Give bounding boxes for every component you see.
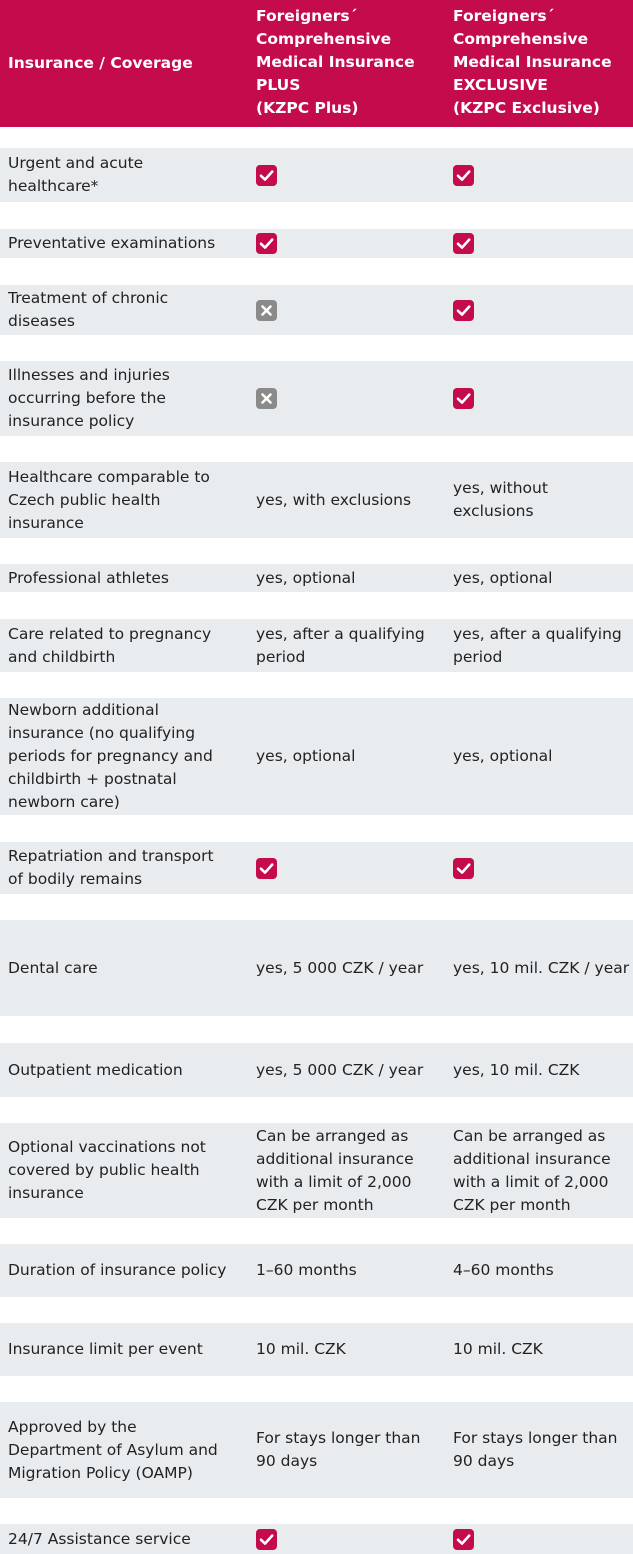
cell-text: yes, 5 000 CZK / year <box>256 1060 424 1079</box>
cell-text: yes, optional <box>256 568 356 587</box>
row-label: Repatriation and transport of bodily remains <box>8 847 214 888</box>
table-row <box>0 285 633 335</box>
plus-cell <box>256 229 436 258</box>
cell-text: yes, optional <box>453 747 553 765</box>
table-row <box>0 1043 633 1097</box>
exclusive-cell <box>453 462 631 538</box>
table-header <box>0 0 633 127</box>
cell-text: yes, 10 mil. CZK <box>453 1060 580 1079</box>
row-label: Healthcare comparable to Czech public health insurance <box>8 467 210 532</box>
plus-cell <box>256 1402 436 1498</box>
plus-cell <box>256 1524 436 1554</box>
cell-text: yes, 5 000 CZK / year <box>256 958 424 977</box>
cell-text: 10 mil. CZK <box>256 1340 346 1358</box>
cell-text: yes, with exclusions <box>256 490 412 509</box>
table-row <box>0 1402 633 1498</box>
cell-text: yes, after a qualifying period <box>256 624 425 666</box>
row-label: Insurance limit per event <box>8 1340 203 1358</box>
plus-cell <box>256 462 436 538</box>
plus-cell <box>256 1323 436 1376</box>
check-icon <box>453 300 474 321</box>
exclusive-cell <box>453 1402 631 1498</box>
table-row <box>0 229 633 258</box>
table-row <box>0 148 633 202</box>
plus-cell <box>256 1123 436 1218</box>
row-label: Duration of insurance policy <box>8 1261 227 1279</box>
check-icon <box>453 233 474 254</box>
check-icon <box>256 165 277 186</box>
table-row <box>0 1123 633 1218</box>
plus-cell <box>256 619 436 672</box>
table-row <box>0 920 633 1016</box>
row-label: Urgent and acute healthcare* <box>8 154 144 195</box>
row-label: Care related to pregnancy and childbirth <box>8 624 212 666</box>
plus-cell <box>256 285 436 335</box>
row-label: Approved by the Department of Asylum and Migration Policy (OAMP) <box>8 1417 218 1482</box>
plus-cell <box>256 148 436 202</box>
exclusive-cell <box>453 229 631 258</box>
table-row <box>0 361 633 436</box>
plus-cell <box>256 698 436 815</box>
plus-cell <box>256 361 436 436</box>
exclusive-cell <box>453 361 631 436</box>
cell-text: yes, without exclusions <box>453 479 548 520</box>
row-label: Newborn additional insurance (no qualifying periods for pregnancy and childbirth + postnatal newborn care) <box>8 701 213 811</box>
row-label: Illnesses and injuries occurring before the insurance policy <box>8 366 170 430</box>
check-icon <box>256 233 277 254</box>
cell-text: For stays longer than 90 days <box>453 1429 618 1470</box>
cross-icon <box>256 300 277 321</box>
header-kzpc-exclusive: Foreigners´ Comprehensive Medical Insurance EXCLUSIVE (KZPC Exclusive) <box>453 7 612 117</box>
row-label: Optional vaccinations not covered by public health insurance <box>8 1138 206 1202</box>
table-row <box>0 1244 633 1297</box>
row-label: Professional athletes <box>8 568 170 587</box>
exclusive-cell <box>453 698 631 815</box>
plus-cell <box>256 1244 436 1297</box>
exclusive-cell <box>453 842 631 894</box>
exclusive-cell <box>453 1043 631 1097</box>
row-label: Outpatient medication <box>8 1060 183 1079</box>
cell-text: For stays longer than 90 days <box>256 1429 421 1470</box>
cell-text: yes, 10 mil. CZK / year <box>453 958 630 977</box>
table-row <box>0 842 633 894</box>
check-icon <box>453 858 474 879</box>
header-kzpc-plus: Foreigners´ Comprehensive Medical Insurance PLUS (KZPC Plus) <box>256 7 415 117</box>
cross-icon <box>256 388 277 409</box>
table-row <box>0 698 633 815</box>
exclusive-cell <box>453 619 631 672</box>
exclusive-cell <box>453 148 631 202</box>
cell-text: Can be arranged as additional insurance with a limit of 2,000 CZK per month <box>453 1126 611 1214</box>
exclusive-cell <box>453 1323 631 1376</box>
cell-text: 10 mil. CZK <box>453 1340 543 1358</box>
exclusive-cell <box>453 564 631 592</box>
cell-text: yes, optional <box>256 747 356 765</box>
check-icon <box>256 1529 277 1550</box>
plus-cell <box>256 1043 436 1097</box>
exclusive-cell <box>453 1123 631 1218</box>
row-label: Preventative examinations <box>8 234 216 252</box>
header-coverage: Insurance / Coverage <box>8 54 193 72</box>
check-icon <box>453 388 474 409</box>
table-row <box>0 1323 633 1376</box>
table-row <box>0 619 633 672</box>
cell-text: Can be arranged as additional insurance with a limit of 2,000 CZK per month <box>256 1126 414 1214</box>
cell-text: yes, optional <box>453 568 553 587</box>
row-label: 24/7 Assistance service <box>8 1529 191 1548</box>
table-row <box>0 462 633 538</box>
check-icon <box>453 1529 474 1550</box>
table-row <box>0 1524 633 1554</box>
exclusive-cell <box>453 285 631 335</box>
row-label: Dental care <box>8 958 98 977</box>
exclusive-cell <box>453 1524 631 1554</box>
table-row <box>0 564 633 592</box>
row-label: Treatment of chronic diseases <box>8 289 169 330</box>
cell-text: yes, after a qualifying period <box>453 624 622 666</box>
exclusive-cell <box>453 1244 631 1297</box>
check-icon <box>256 858 277 879</box>
plus-cell <box>256 920 436 1016</box>
cell-text: 4–60 months <box>453 1261 554 1279</box>
check-icon <box>453 165 474 186</box>
exclusive-cell <box>453 920 631 1016</box>
plus-cell <box>256 842 436 894</box>
cell-text: 1–60 months <box>256 1261 357 1279</box>
plus-cell <box>256 564 436 592</box>
